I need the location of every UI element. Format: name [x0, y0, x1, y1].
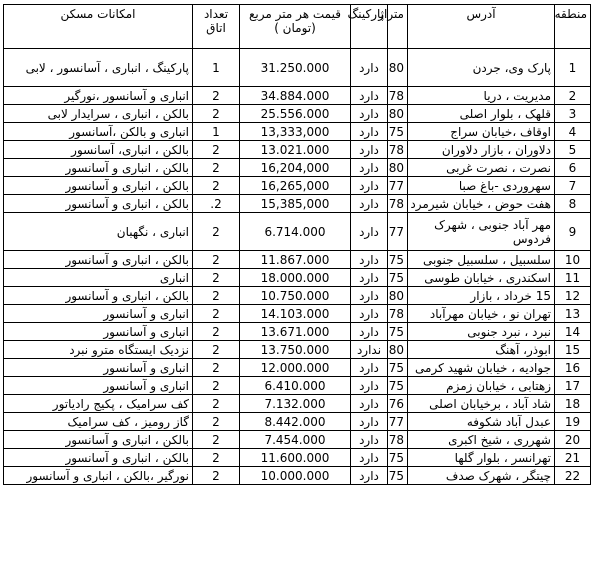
table-row — [4, 105, 591, 123]
cell-address: تهرانسر ، بلوار گلها — [408, 449, 555, 467]
cell-address: مهر آباد جنوبی ، شهرک فردوس — [408, 213, 555, 251]
header-region: منطقه — [555, 5, 591, 49]
cell-parking: دارد — [351, 431, 388, 449]
cell-parking: ندارد — [351, 341, 388, 359]
cell-features: بالکن ، انباری و آسانسور — [4, 449, 193, 467]
cell-rooms: 2 — [193, 251, 240, 269]
cell-features: انباری و بالکن ،آسانسور — [4, 123, 193, 141]
cell-rooms: 1 — [193, 49, 240, 87]
cell-region: 1 — [555, 49, 591, 87]
cell-area: 76 — [388, 395, 408, 413]
header-area: متراژ — [388, 5, 408, 49]
cell-region: 7 — [555, 177, 591, 195]
cell-region: 21 — [555, 449, 591, 467]
header-address: آدرس — [408, 5, 555, 49]
table-row — [4, 377, 591, 395]
cell-parking: دارد — [351, 323, 388, 341]
cell-area: 78 — [388, 87, 408, 105]
cell-area: 77 — [388, 413, 408, 431]
cell-rooms: 2 — [193, 395, 240, 413]
cell-parking: دارد — [351, 177, 388, 195]
cell-region: 13 — [555, 305, 591, 323]
table-row — [4, 287, 591, 305]
cell-price: 14.103.000 — [240, 305, 351, 323]
cell-area: 77 — [388, 177, 408, 195]
cell-parking: دارد — [351, 269, 388, 287]
cell-address: تهران نو ، خیابان مهرآباد — [408, 305, 555, 323]
cell-rooms: 2 — [193, 323, 240, 341]
cell-rooms: 2 — [193, 377, 240, 395]
cell-area: 80 — [388, 341, 408, 359]
cell-rooms: 2 — [193, 177, 240, 195]
cell-region: 16 — [555, 359, 591, 377]
cell-area: 75 — [388, 377, 408, 395]
cell-region: 15 — [555, 341, 591, 359]
cell-parking: دارد — [351, 377, 388, 395]
cell-parking: دارد — [351, 213, 388, 251]
table-row — [4, 323, 591, 341]
cell-rooms: 2 — [193, 467, 240, 485]
cell-features: انباری ، نگهبان — [4, 213, 193, 251]
cell-features: بالکن ، انباری، آسانسور — [4, 141, 193, 159]
cell-area: 75 — [388, 467, 408, 485]
cell-region: 9 — [555, 213, 591, 251]
cell-rooms: 2 — [193, 431, 240, 449]
table-row — [4, 359, 591, 377]
cell-area: 80 — [388, 49, 408, 87]
cell-rooms: 2 — [193, 449, 240, 467]
cell-address: نبرد ، نبرد جنوبی — [408, 323, 555, 341]
cell-price: 6.410.000 — [240, 377, 351, 395]
cell-rooms: 2 — [193, 359, 240, 377]
cell-parking: دارد — [351, 141, 388, 159]
cell-features: انباری — [4, 269, 193, 287]
cell-region: 2 — [555, 87, 591, 105]
cell-area: 77 — [388, 213, 408, 251]
cell-price: 13.021.000 — [240, 141, 351, 159]
table-row — [4, 413, 591, 431]
cell-region: 11 — [555, 269, 591, 287]
cell-price: 31.250.000 — [240, 49, 351, 87]
cell-address: 15 خرداد ، بازار — [408, 287, 555, 305]
cell-region: 3 — [555, 105, 591, 123]
cell-rooms: 2 — [193, 213, 240, 251]
cell-rooms: 2 — [193, 413, 240, 431]
cell-rooms: 2 — [193, 305, 240, 323]
cell-parking: دارد — [351, 159, 388, 177]
cell-parking: دارد — [351, 195, 388, 213]
cell-price: 16,265,000 — [240, 177, 351, 195]
cell-rooms: 1 — [193, 123, 240, 141]
cell-features: بالکن ، انباری و آسانسور — [4, 251, 193, 269]
cell-address: اسکندری ، خیابان طوسی — [408, 269, 555, 287]
cell-rooms: 2 — [193, 105, 240, 123]
cell-features: بالکن ، انباری و آسانسور — [4, 177, 193, 195]
table-row — [4, 467, 591, 485]
cell-parking: دارد — [351, 449, 388, 467]
cell-address: نصرت ، نصرت غربی — [408, 159, 555, 177]
cell-price: 12.000.000 — [240, 359, 351, 377]
cell-price: 13,333,000 — [240, 123, 351, 141]
cell-address: ابوذر، آهنگ — [408, 341, 555, 359]
cell-features: نورگیر ،بالکن ، انباری و آسانسور — [4, 467, 193, 485]
cell-area: 75 — [388, 323, 408, 341]
cell-rooms: 2 — [193, 269, 240, 287]
cell-region: 5 — [555, 141, 591, 159]
cell-region: 4 — [555, 123, 591, 141]
cell-rooms: 2 — [193, 341, 240, 359]
cell-rooms: 2. — [193, 195, 240, 213]
table-body — [4, 49, 591, 485]
cell-features: بالکن ، انباری و آسانسور — [4, 287, 193, 305]
cell-price: 18.000.000 — [240, 269, 351, 287]
cell-price: 13.750.000 — [240, 341, 351, 359]
cell-features: بالکن ، انباری و آسانسور — [4, 195, 193, 213]
cell-price: 34.884.000 — [240, 87, 351, 105]
cell-area: 80 — [388, 287, 408, 305]
table-row — [4, 177, 591, 195]
table-row — [4, 159, 591, 177]
cell-price: 7.454.000 — [240, 431, 351, 449]
cell-address: شهرری ، شیخ اکبری — [408, 431, 555, 449]
header-features: امکانات مسکن — [4, 5, 193, 49]
cell-parking: دارد — [351, 359, 388, 377]
table-row — [4, 395, 591, 413]
cell-parking: دارد — [351, 467, 388, 485]
cell-area: 78 — [388, 305, 408, 323]
cell-area: 75 — [388, 251, 408, 269]
cell-parking: دارد — [351, 251, 388, 269]
cell-region: 20 — [555, 431, 591, 449]
cell-address: جوادیه ، خیابان شهید کرمی — [408, 359, 555, 377]
cell-price: 8.442.000 — [240, 413, 351, 431]
cell-address: عبدل آباد شکوفه — [408, 413, 555, 431]
cell-region: 8 — [555, 195, 591, 213]
cell-region: 22 — [555, 467, 591, 485]
cell-price: 10.000.000 — [240, 467, 351, 485]
cell-price: 6.714.000 — [240, 213, 351, 251]
cell-address: شاد آباد ، برخیابان اصلی — [408, 395, 555, 413]
cell-price: 11.600.000 — [240, 449, 351, 467]
cell-features: کف سرامیک ، پکیج رادیاتور — [4, 395, 193, 413]
cell-area: 78 — [388, 195, 408, 213]
cell-rooms: 2 — [193, 141, 240, 159]
cell-region: 6 — [555, 159, 591, 177]
cell-features: انباری و آسانسور — [4, 359, 193, 377]
cell-area: 80 — [388, 105, 408, 123]
cell-area: 75 — [388, 269, 408, 287]
cell-region: 18 — [555, 395, 591, 413]
cell-address: دلاوران ، بازار دلاوران — [408, 141, 555, 159]
table-row — [4, 269, 591, 287]
cell-address: سهروردی -باغ صبا — [408, 177, 555, 195]
cell-address: قلهک ، بلوار اصلی — [408, 105, 555, 123]
cell-price: 25.556.000 — [240, 105, 351, 123]
cell-address: زهتابی ، خیابان زمزم — [408, 377, 555, 395]
cell-features: بالکن ، انباری ، سرایدار لابی — [4, 105, 193, 123]
cell-rooms: 2 — [193, 287, 240, 305]
cell-parking: دارد — [351, 87, 388, 105]
cell-features: گاز رومیز ، کف سرامیک — [4, 413, 193, 431]
table-row — [4, 305, 591, 323]
cell-parking: دارد — [351, 49, 388, 87]
cell-address: هفت حوض ، خیابان شیرمرد — [408, 195, 555, 213]
cell-address: مدیریت ، دریا — [408, 87, 555, 105]
cell-area: 78 — [388, 431, 408, 449]
cell-area: 75 — [388, 359, 408, 377]
cell-address: اوقاف ،خیابان سراج — [408, 123, 555, 141]
cell-price: 7.132.000 — [240, 395, 351, 413]
header-parking: پارکینگ — [351, 5, 388, 49]
table-row — [4, 449, 591, 467]
cell-features: بالکن ، انباری و آسانسور — [4, 159, 193, 177]
table-row — [4, 123, 591, 141]
cell-parking: دارد — [351, 123, 388, 141]
cell-region: 14 — [555, 323, 591, 341]
cell-area: 78 — [388, 141, 408, 159]
cell-features: بالکن ، انباری و آسانسور — [4, 431, 193, 449]
cell-price: 10.750.000 — [240, 287, 351, 305]
cell-parking: دارد — [351, 413, 388, 431]
table-row — [4, 431, 591, 449]
cell-price: 11.867.000 — [240, 251, 351, 269]
cell-region: 19 — [555, 413, 591, 431]
cell-area: 75 — [388, 123, 408, 141]
cell-parking: دارد — [351, 305, 388, 323]
header-price: قیمت هر متر مربع (تومان ) — [240, 5, 351, 49]
table-row — [4, 213, 591, 251]
cell-region: 17 — [555, 377, 591, 395]
cell-features: انباری و آسانسور ،نورگیر — [4, 87, 193, 105]
cell-rooms: 2 — [193, 87, 240, 105]
table-row — [4, 341, 591, 359]
table-row — [4, 49, 591, 87]
header-rooms: تعداد اتاق — [193, 5, 240, 49]
cell-features: پارکینگ ، انباری ، آسانسور ، لابی — [4, 49, 193, 87]
cell-price: 13.671.000 — [240, 323, 351, 341]
cell-region: 10 — [555, 251, 591, 269]
cell-features: انباری و آسانسور — [4, 377, 193, 395]
cell-address: سلسبیل ، سلسبیل جنوبی — [408, 251, 555, 269]
cell-region: 12 — [555, 287, 591, 305]
cell-rooms: 2 — [193, 159, 240, 177]
table-row — [4, 87, 591, 105]
cell-features: انباری و آسانسور — [4, 323, 193, 341]
cell-features: انباری و آسانسور — [4, 305, 193, 323]
housing-table — [3, 4, 591, 485]
cell-area: 80 — [388, 159, 408, 177]
cell-parking: دارد — [351, 395, 388, 413]
table-row — [4, 195, 591, 213]
table-row — [4, 251, 591, 269]
table-row — [4, 141, 591, 159]
cell-features: نزدیک ایستگاه مترو نبرد — [4, 341, 193, 359]
cell-parking: دارد — [351, 287, 388, 305]
header-row — [4, 5, 591, 49]
cell-address: چیتگر ، شهرک صدف — [408, 467, 555, 485]
cell-parking: دارد — [351, 105, 388, 123]
cell-price: 16,204,000 — [240, 159, 351, 177]
cell-area: 75 — [388, 449, 408, 467]
cell-address: پارک وی، جردن — [408, 49, 555, 87]
cell-price: 15,385,000 — [240, 195, 351, 213]
